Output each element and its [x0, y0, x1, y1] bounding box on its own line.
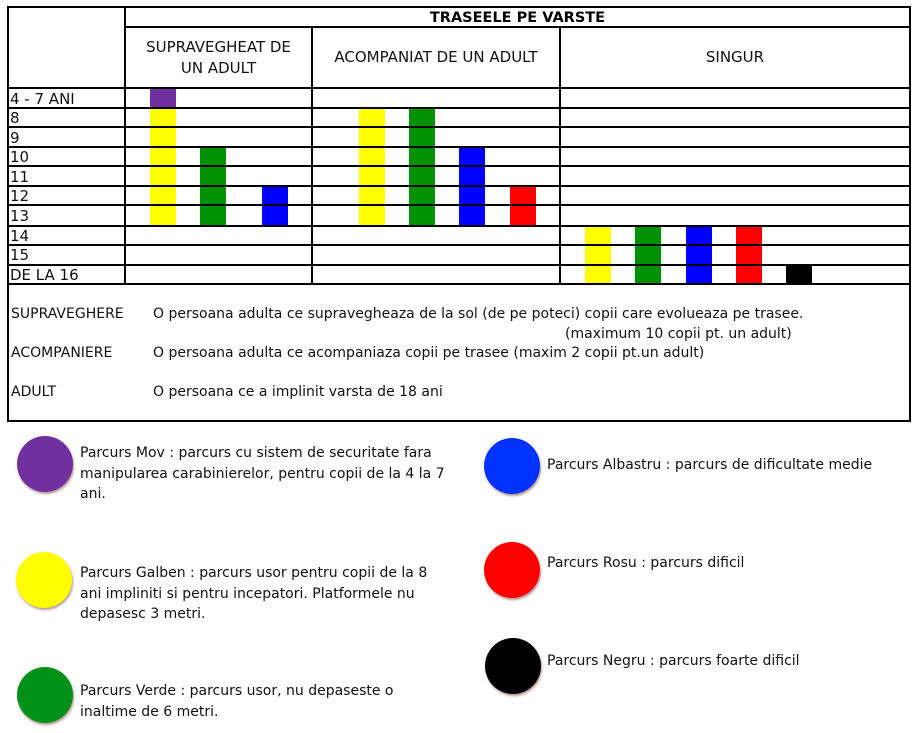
col-header-supravegheat: [126, 27, 311, 88]
row-label: 4 - 7 ANI: [10, 90, 75, 108]
def-term-acompaniere: ACOMPANIERE: [11, 345, 113, 361]
row-line: [7, 107, 911, 109]
col-header-line: UN ADULT: [180, 58, 257, 77]
row-line: [7, 244, 911, 246]
def-text-acompaniere: O persoana adulta ce acompaniaza copii pe trasee (maxim 2 copii pt.un adult): [153, 345, 705, 361]
red-dot-icon: [484, 542, 540, 598]
table-border-right: [909, 6, 911, 422]
bar-galben-singur: [585, 226, 611, 284]
legend-line: manipularea carabinierelor, pentru copii de la 4 la 7: [80, 465, 445, 482]
row-line: [7, 204, 911, 206]
row-label: 15: [10, 246, 30, 264]
bar-albastru-singur: [686, 226, 712, 284]
def-term-supraveghere: SUPRAVEGHERE: [11, 306, 124, 322]
col-header-singur: [561, 27, 909, 88]
table-border-left: [7, 6, 9, 422]
row-label: DE LA 16: [10, 266, 79, 284]
def-text-adult: O persoana ce a implinit varsta de 18 ani: [153, 384, 443, 400]
row-label: 9: [10, 129, 20, 147]
row-line: [7, 264, 911, 266]
col-header-line: SUPRAVEGHEAT DE: [146, 37, 291, 56]
legend-item-albastru: [547, 455, 872, 476]
bar-mov-supravegheat: [150, 88, 176, 108]
bar-rosu-singur: [736, 226, 762, 284]
row-label: 11: [10, 168, 30, 186]
def-term-adult: ADULT: [11, 384, 57, 400]
row-label: 13: [10, 207, 30, 225]
legend-item-mov: [80, 443, 445, 505]
legend-line: Parcurs Mov : parcurs cu sistem de securitate fara: [80, 445, 432, 461]
row-label: 10: [10, 148, 30, 166]
col-header-line: ACOMPANIAT DE UN ADULT: [334, 48, 538, 66]
legend-item-galben: [80, 563, 427, 625]
def-text-supraveghere: O persoana adulta ce supravegheaza de la sol (de pe poteci) copii care evolueaza pe trasee.: [153, 306, 804, 322]
row-line: [7, 126, 911, 128]
bar-albastru-supravegheat: [262, 186, 288, 226]
legend-line: depasesc 3 metri.: [80, 606, 206, 622]
legend-line: inaltime de 6 metri.: [80, 703, 219, 720]
legend-item-rosu: [547, 553, 744, 574]
legend-line: Parcurs Verde : parcurs usor, nu depaseste o: [80, 683, 394, 699]
legend-line: Parcurs Galben : parcurs usor pentru copii de la 8: [80, 565, 428, 581]
bar-negru-singur: [786, 265, 812, 284]
table-border-bottom: [7, 420, 911, 422]
table-title: TRASEELE PE VARSTE: [429, 10, 606, 26]
row-label: 14: [10, 227, 30, 245]
row-line: [7, 283, 911, 285]
row-line: [7, 185, 911, 187]
legend-item-verde: [80, 681, 394, 722]
row-line: [7, 165, 911, 167]
legend-line: ani impliniti si pentru incepatori. Platformele nu: [80, 585, 415, 602]
legend-line: ani.: [80, 486, 106, 502]
legend-line: Parcurs Negru : parcurs foarte dificil: [547, 653, 800, 669]
row-line: [7, 146, 911, 148]
legend-line: Parcurs Albastru : parcurs de dificultate medie: [547, 457, 873, 473]
row-label: 12: [10, 187, 30, 205]
yellow-dot-icon: [16, 552, 72, 608]
purple-dot-icon: [17, 436, 73, 492]
legend-item-negru: [547, 651, 800, 672]
row-line: [7, 225, 911, 227]
bar-rosu-acompaniat: [510, 186, 536, 226]
blue-dot-icon: [484, 438, 540, 494]
legend-line: Parcurs Rosu : parcurs dificil: [547, 555, 745, 571]
green-dot-icon: [17, 667, 73, 723]
bar-verde-singur: [635, 226, 661, 284]
black-dot-icon: [485, 638, 541, 694]
def-text-supraveghere-note: (maximum 10 copii pt. un adult): [565, 326, 792, 342]
row-label: 8: [10, 109, 20, 127]
col-header-acompaniat: [313, 27, 559, 88]
col-header-line: SINGUR: [705, 48, 765, 66]
